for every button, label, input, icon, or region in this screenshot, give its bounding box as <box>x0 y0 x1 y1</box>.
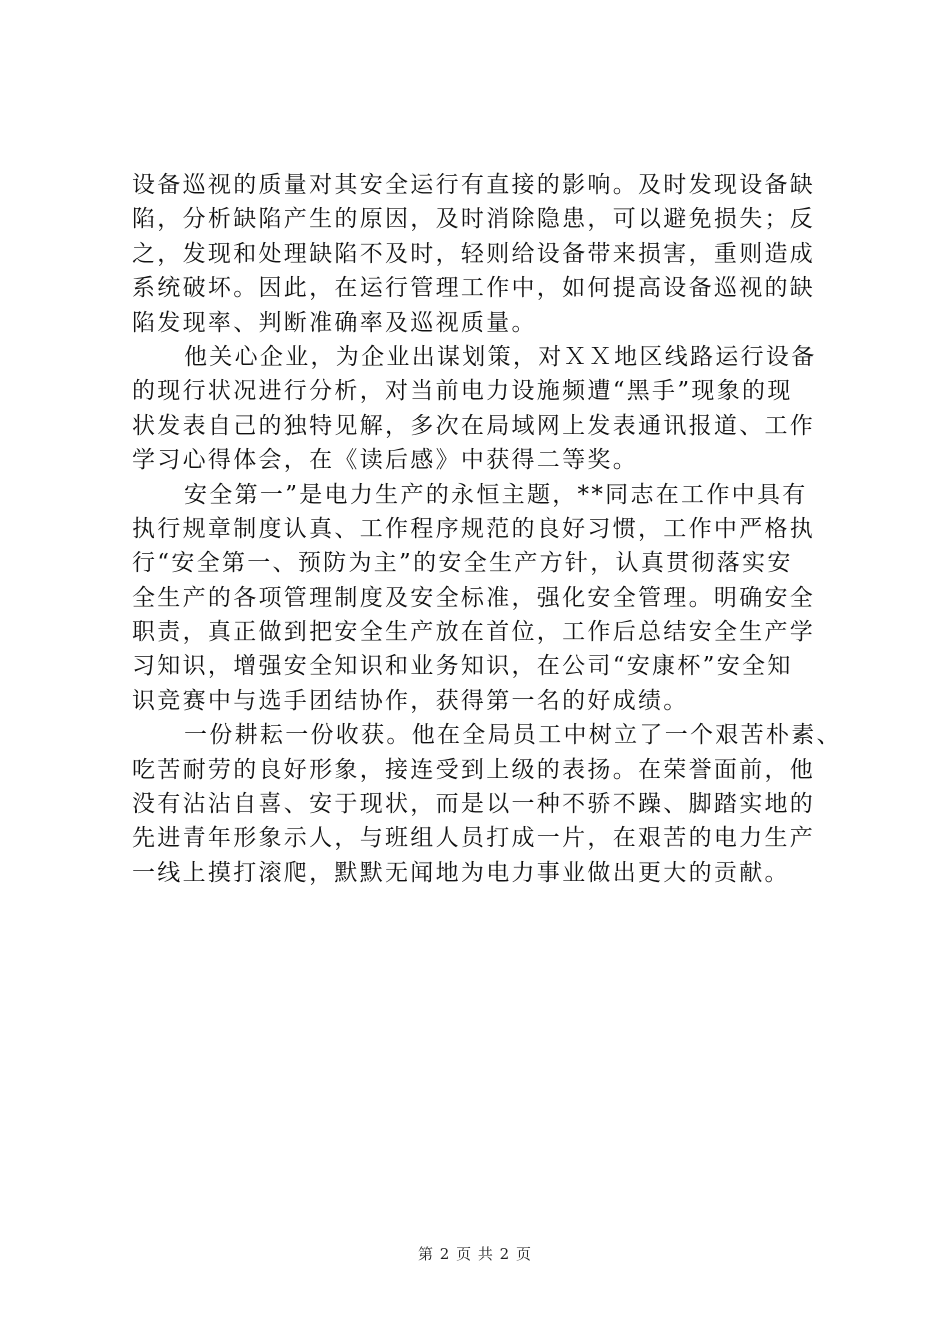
paragraph-1 <box>132 168 832 340</box>
paragraph-line: 一份耕耘一份收获。他在全局员工中树立了一个艰苦朴素、 <box>184 722 842 749</box>
paragraph-line: 陷发现率、判断准确率及巡视质量。 <box>132 309 537 336</box>
paragraph-line: 陷，分析缺陷产生的原因，及时消除隐患，可以避免损失；反 <box>132 206 816 233</box>
paragraph-3 <box>132 478 832 719</box>
paragraph-line: 一线上摸打滚爬，默默无闻地为电力事业做出更大的贡献。 <box>132 859 790 886</box>
paragraph-line: 吃苦耐劳的良好形象，接连受到上级的表扬。在荣誉面前，他 <box>132 756 816 783</box>
paragraph-line: 设备巡视的质量对其安全运行有直接的影响。及时发现设备缺 <box>132 172 816 198</box>
paragraph-line: 状发表自己的独特见解，多次在局域网上发表通讯报道、工作 <box>132 412 816 439</box>
page-number-label: 第 2 页 共 2 页 <box>418 1245 532 1263</box>
paragraph-4 <box>132 718 842 890</box>
paragraph-line: 先进青年形象示人，与班组人员打成一片，在艰苦的电力生产 <box>132 825 816 852</box>
paragraph-line: 行“安全第一、预防为主”的安全生产方针，认真贯彻落实安 <box>132 550 793 577</box>
document-body <box>132 168 842 890</box>
paragraph-line: 习知识，增强安全知识和业务知识，在公司“安康杯”安全知 <box>132 653 793 680</box>
paragraph-line: 的现行状况进行分析，对当前电力设施频遭“黑手”现象的现 <box>132 378 793 405</box>
paragraph-line: 学习心得体会，在《读后感》中获得二等奖。 <box>132 447 638 474</box>
page-footer <box>0 1244 950 1264</box>
paragraph-line: 没有沾沾自喜、安于现状，而是以一种不骄不躁、脚踏实地的 <box>132 791 816 818</box>
paragraph-line: 系统破坏。因此，在运行管理工作中，如何提高设备巡视的缺 <box>132 275 816 302</box>
paragraph-line: 执行规章制度认真、工作程序规范的良好习惯，工作中严格执 <box>132 515 816 542</box>
paragraph-line: 安全第一”是电力生产的永恒主题，**同志在工作中具有 <box>184 481 808 508</box>
paragraph-line: 他关心企业，为企业出谋划策，对ＸＸ地区线路运行设备 <box>184 343 817 370</box>
paragraph-line: 职责，真正做到把安全生产放在首位，工作后总结安全生产学 <box>132 619 816 646</box>
paragraph-line: 全生产的各项管理制度及安全标准，强化安全管理。明确安全 <box>132 584 816 611</box>
paragraph-line: 识竞赛中与选手团结协作，获得第一名的好成绩。 <box>132 687 689 714</box>
paragraph-line: 之，发现和处理缺陷不及时，轻则给设备带来损害，重则造成 <box>132 240 816 267</box>
paragraph-2 <box>132 340 832 478</box>
